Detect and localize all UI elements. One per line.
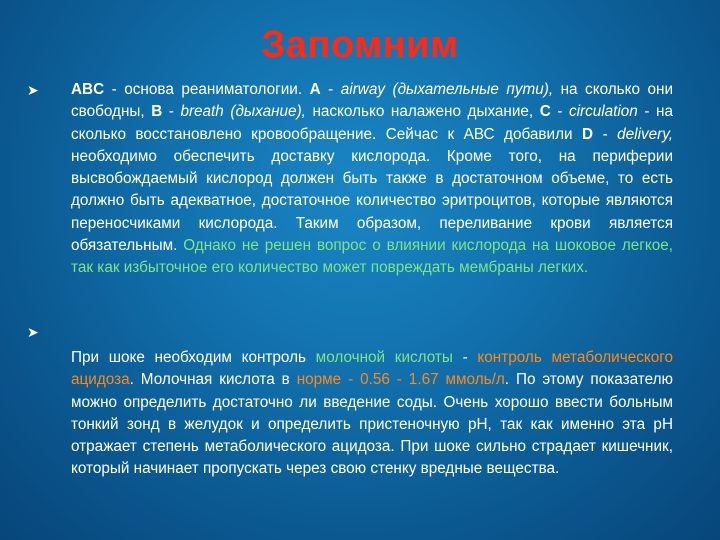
highlight-orange-text: норме - 0.56 - 1.67 ммоль/л (296, 371, 505, 389)
highlight-green-text: Однако не решен вопрос о влиянии кислорода на шоковое легкое, так как избыточное его количество может повреждать мембраны легких. (71, 237, 674, 277)
slide-title: Запомним (261, 24, 459, 66)
paragraph-shock: При шоке необходим контроль молочной кислоты - контроль метаболического ацидоза. Молочная кислота в норме - 0.56 - 1.67 ммоль/л. По этому показателю можно определить достаточно ли введение соды. Очень хорошо ввести больным тонкий зонд в желудок и определить пристеночную pH, так как именно эта pH отражает степень метаболического ацидоза. При шоке сильно страдает кишечник, который начинает пропускать через свою стенку вредные вещества. (71, 349, 673, 478)
arrow-bullet-icon: ➤ (27, 82, 39, 98)
highlight-green-text: молочной кислоты (315, 349, 453, 366)
arrow-bullet-icon: ➤ (27, 324, 39, 340)
highlight-orange-text: контроль метаболического ацидоза (71, 349, 673, 389)
paragraph-abc: ABC - основа реаниматологии. А - airway (дыхательные пути), на сколько они свободны, В - breath (дыхание), насколько налажено дыхание, С - circulation - на сколько восстановлено кровообращение. Сейчас к АВС добавили D - delivery, необходимо обеспечить доставку кислорода. Кроме того, на периферии высвобождаемый кислород должен быть также в достаточном объеме, то есть должно быть адекватное, достаточное количество эритроцитов, которые являются переносчиками кислорода. Таким образом, переливание крови является обязательным. Однако не решен вопрос о влиянии кислорода на шоковое легкое, так как избыточное его количество может повреждать мембраны легких. (71, 81, 674, 277)
